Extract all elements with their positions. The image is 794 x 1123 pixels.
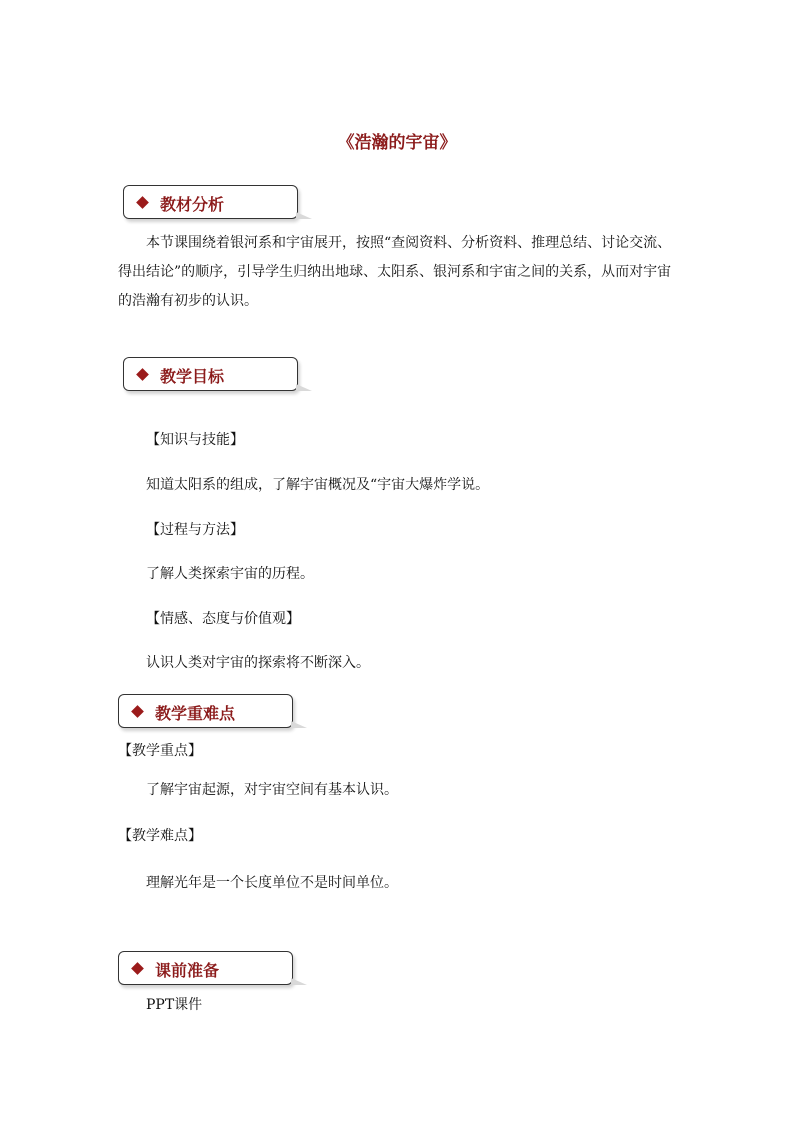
goal-knowledge-text: 知道太阳系的组成，了解宇宙概况及“宇宙大爆炸学说。 [146,477,490,493]
section-heading-label: 教材分析 [160,195,225,214]
difficult-point-text: 理解光年是一个长度单位不是时间单位。 [146,875,398,891]
heading-tail-shadow [291,978,307,985]
section-heading-label: 课前准备 [155,961,220,980]
goal-knowledge-label: 【知识与技能】 [146,432,244,448]
heading-tail-shadow [296,384,312,391]
heading-tail-shadow [291,721,307,728]
goal-process-text: 了解人类探索宇宙的历程。 [146,566,314,582]
section-heading-label: 教学目标 [160,367,225,386]
section-heading-key-points [118,694,293,728]
difficult-point-label: 【教学难点】 [118,828,202,844]
textbook-analysis-paragraph: 本节课围绕着银河系和宇宙展开，按照“查阅资料、分析资料、推理总结、讨论交流、得出结论”的顺序，引导学生归纳出地球、太阳系、银河系和宇宙之间的关系，从而对宇宙的浩瀚有初步的认识。 [118,235,672,309]
section-heading-textbook-analysis [123,185,298,219]
goal-process-label: 【过程与方法】 [146,522,244,538]
diamond-bullet-icon [136,368,149,381]
goal-emotion-text: 认识人类对宇宙的探索将不断深入。 [146,655,370,671]
section-heading-teaching-goals [123,357,298,391]
diamond-bullet-icon [131,962,144,975]
heading-tail-shadow [296,212,312,219]
key-point-text: 了解宇宙起源，对宇宙空间有基本认识。 [146,782,398,798]
section-heading-preparation [118,951,293,985]
diamond-bullet-icon [131,705,144,718]
key-point-label: 【教学重点】 [118,743,202,759]
document-title: 《浩瀚的宇宙》 [337,133,457,153]
preparation-text: PPT课件 [146,997,203,1013]
section-heading-label: 教学重难点 [155,704,236,723]
goal-emotion-label: 【情感、态度与价值观】 [146,611,300,627]
diamond-bullet-icon [136,196,149,209]
